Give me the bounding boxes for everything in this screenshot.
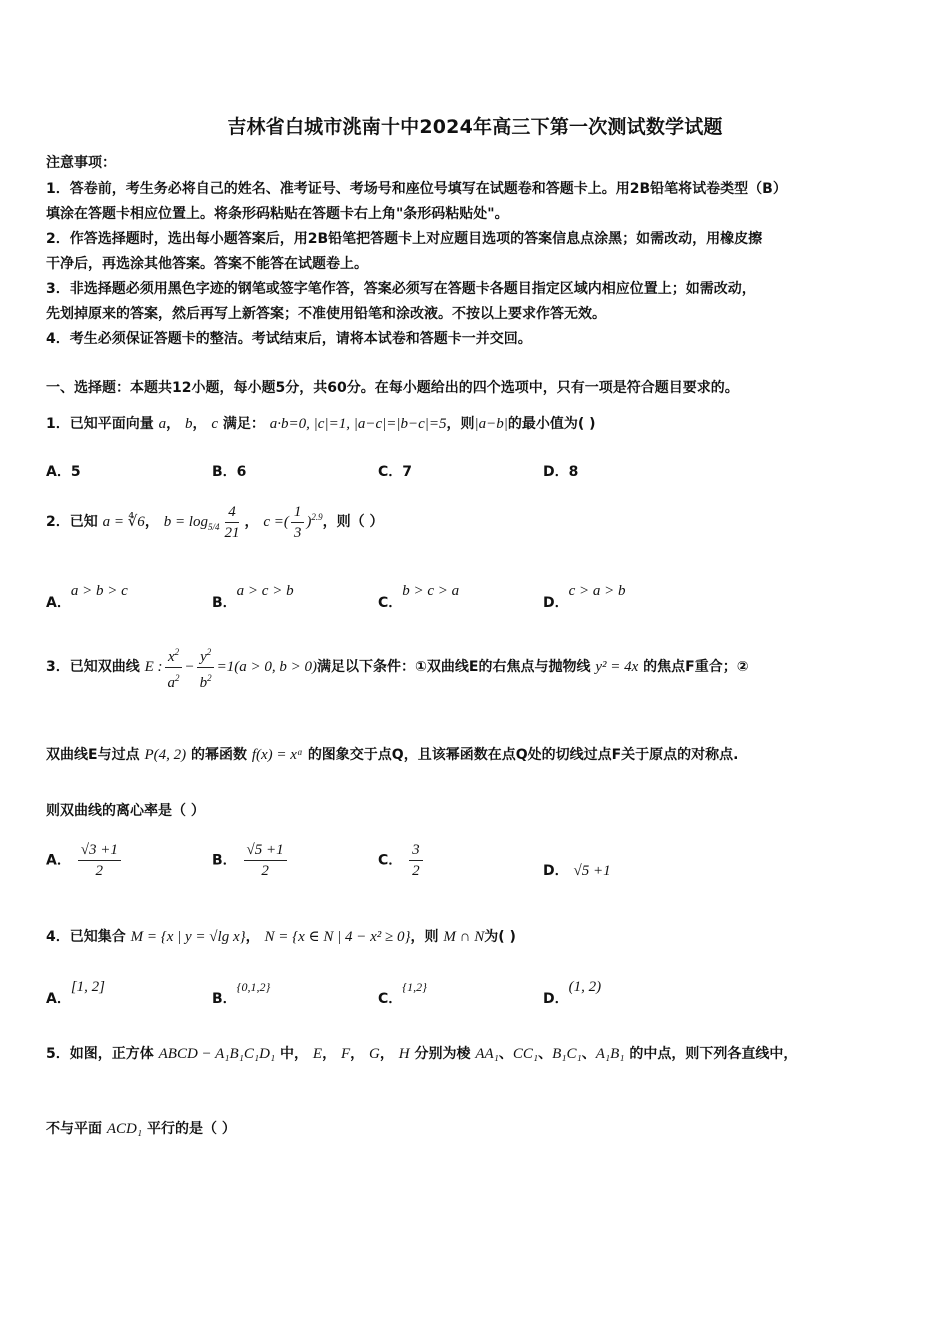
notice-line: 1．答卷前，考生务必将自己的姓名、准考证号、考场号和座位号填写在试题卷和答题卡上。用2B铅笔将试卷类型（B）	[46, 181, 787, 197]
q4-sep: ，	[245, 929, 260, 945]
section-heading: 一、选择题：本题共12小题，每小题5分，共60分。在每小题给出的四个选项中，只有一项是符合题目要求的。	[46, 380, 739, 396]
q5-mid2: 分别为棱	[414, 1046, 471, 1062]
q3-cond1-end: 的焦点F重合；②	[643, 658, 749, 675]
q3-parabola: y² = 4x	[595, 658, 639, 675]
q5-point-f: F	[340, 1046, 351, 1062]
q1-vector-a: a	[158, 416, 167, 432]
q4-option-c[interactable]: C．{1,2}	[378, 980, 427, 1007]
q1-option-b[interactable]: B．6	[212, 464, 247, 480]
q3-prefix: 3．已知双曲线	[46, 658, 140, 675]
notice-line: 先划掉原来的答案，然后再写上新答案；不准使用铅笔和涂改液。不按以上要求作答无效。	[46, 306, 606, 322]
question-4	[46, 926, 516, 946]
q3-point: P(4, 2)	[144, 747, 187, 763]
notice-line: 干净后，再选涂其他答案。答案不能答在试题卷上。	[46, 256, 368, 272]
q5-prefix: 5．如图，正方体	[46, 1046, 154, 1062]
q4-option-a[interactable]: A．[1, 2]	[46, 979, 106, 1007]
q4-set-n: N = {x ∈ N | 4 − x² ≥ 0}	[264, 929, 411, 945]
q5-cube: ABCD − A₁B₁C₁D₁	[158, 1046, 276, 1062]
q2-sep: ，	[144, 513, 159, 530]
exam-title: 吉林省白城市洮南十中2024年高三下第一次测试数学试题	[227, 116, 723, 138]
q1-vector-c: c	[211, 416, 219, 432]
q1-sep: ，	[166, 416, 181, 432]
q3-option-d[interactable]: D． √5 +1	[543, 863, 611, 879]
notice-line: 填涂在答题卡相应位置上。将条形码粘贴在答题卡右上角"条形码粘贴处"。	[46, 206, 509, 222]
q1-sep: ，	[192, 416, 207, 432]
q3-option-c[interactable]: C． $\frac{3}{2}$	[378, 840, 425, 881]
q5-point-h: H	[398, 1046, 410, 1062]
q2-option-c[interactable]: C．b > c > a	[378, 583, 460, 611]
q2-option-b[interactable]: B．a > c > b	[212, 583, 294, 611]
q1-then: ，则	[446, 416, 475, 432]
q2-option-d[interactable]: D．c > a > b	[543, 583, 626, 611]
q3-hyperbola: E : $\frac{x^2}{a^2}$ − $\frac{y^2}{b^2}$ =1(a > 0, b > 0)	[145, 659, 317, 675]
q2-c-expr: c =( $\frac{1}{3}$ )$^{2.9}$	[263, 504, 323, 541]
q1-mid: 满足：	[222, 416, 265, 432]
q4-option-d[interactable]: D．(1, 2)	[543, 979, 602, 1007]
q5-edge-a1b1: A₁B₁	[595, 1046, 625, 1062]
q2-a-expr: a = ∜6	[102, 513, 145, 530]
q2-b-expr: $b = \log_{5/4}$ $\frac{4}{21}$	[163, 504, 240, 541]
q1-target: |a−b|	[474, 416, 508, 432]
q2-suffix: ，则（ ）	[322, 513, 384, 530]
q3-option-b[interactable]: B． $\frac{√5 +1}{2}$	[212, 840, 289, 881]
q5-point-g: G	[369, 1046, 380, 1062]
q1-prefix: 1．已知平面向量	[46, 416, 154, 432]
q1-suffix: 的最小值为( )	[507, 416, 596, 432]
q1-vector-b: b	[185, 416, 193, 432]
q1-condition: a·b=0, |c|=1, |a−c|=|b−c|=5	[269, 416, 447, 432]
q3-option-a[interactable]: A． $\frac{√3 +1}{2}$	[46, 840, 123, 881]
question-5: 5．如图，正方体 ABCD − A₁B₁C₁D₁ 中， E， F， G， H 分别为棱 AA₁、CC₁、B₁C₁、A₁B₁ 的中点，则下列各直线中，	[46, 1046, 798, 1062]
q5-suffix: 的中点，则下列各直线中，	[629, 1046, 798, 1062]
q5-edge-aa1: AA₁	[475, 1046, 499, 1062]
q1-option-d[interactable]: D．8	[543, 464, 579, 480]
q5-point-e: E	[312, 1046, 323, 1062]
q1-option-a[interactable]: A．5	[46, 464, 81, 480]
q2-sep: ，	[244, 513, 259, 530]
q4-prefix: 4．已知集合	[46, 929, 126, 945]
q5-edge-b1c1: B₁C₁	[552, 1046, 582, 1062]
q3-cond1: 满足以下条件：①双曲线E的右焦点与抛物线	[317, 658, 591, 675]
q5-plane: ACD₁	[106, 1121, 143, 1137]
question-3	[46, 642, 749, 693]
question-5-line-2: 不与平面 ACD₁ 平行的是（ ）	[46, 1121, 236, 1137]
notice-line: 4．考生必须保证答题卡的整洁。考试结束后，请将本试卷和答题卡一并交回。	[46, 331, 532, 347]
notice-heading: 注意事项：	[46, 155, 116, 171]
q2-option-a[interactable]: A．a > b > c	[46, 583, 128, 611]
question-1	[46, 413, 596, 433]
question-3-line-2: 双曲线E与过点 P(4, 2) 的幂函数 f(x) = xᵅ 的图象交于点Q，且该幂函数在点Q处的切线过点F关于原点的对称点.	[46, 747, 739, 763]
q4-target: M ∩ N	[443, 929, 485, 945]
q4-option-b[interactable]: B．{0,1,2}	[212, 980, 271, 1007]
q5-mid: 中，	[280, 1046, 309, 1062]
q4-suffix: 为( )	[484, 929, 516, 945]
q3-power-function: f(x) = xᵅ	[251, 747, 303, 763]
q4-then: ，则	[410, 929, 439, 945]
notice-line: 3．非选择题必须用黑色字迹的钢笔或签字笔作答，答案必须写在答题卡各题目指定区域内相应位置上；如需改动，	[46, 281, 756, 297]
q5-edge-cc1: CC₁	[512, 1046, 539, 1062]
question-3-line-3: 则双曲线的离心率是（ ）	[46, 803, 205, 819]
notice-line: 2．作答选择题时，选出每小题答案后，用2B铅笔把答题卡上对应题目选项的答案信息点涂黑；如需改动，用橡皮擦	[46, 231, 763, 247]
q2-prefix: 2．已知	[46, 513, 98, 530]
question-2	[46, 502, 384, 543]
q1-option-c[interactable]: C．7	[378, 464, 413, 480]
q4-set-m: M = {x | y = √lg x}	[130, 929, 246, 945]
